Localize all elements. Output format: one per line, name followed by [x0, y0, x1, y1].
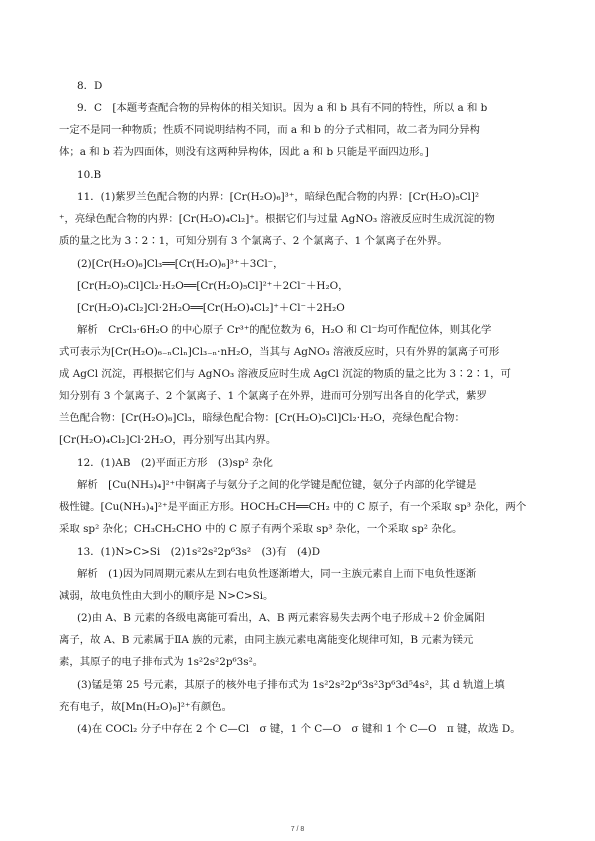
- analysis-13-part-2: (2)由 A、B 元素的各级电离能可看出，A、B 两元素容易失去两个电子形成＋2 价金属阳: [77, 612, 485, 624]
- answer-11-line-2: ⁺，亮绿色配合物的内界：[Cr(H₂O)₄Cl₂]⁺。根据它们与过量 AgNO₃ 溶液反应时生成沉淀的物: [59, 213, 495, 225]
- analysis-12: 解析 [Cu(NH₃)₄]²⁺中铜离子与氨分子之间的化学键是配位键，氨分子内部的化学键是: [77, 479, 477, 491]
- answer-11: 11．(1)紫罗兰色配合物的内界：[Cr(H₂O)₆]³⁺，暗绿色配合物的内界：[Cr(H₂O)₅Cl]²: [77, 191, 480, 203]
- analysis-11-line-6: [Cr(H₂O)₄Cl₂]Cl·2H₂O，再分别写出其内界。: [59, 434, 277, 446]
- analysis-11-line-4: 知分别有 3 个氯离子、2 个氯离子、1 个氯离子在外界，进而可分别写出各自的化学式，紫罗: [59, 390, 487, 402]
- answer-10: 10.B: [77, 169, 102, 181]
- answer-13: 13．(1)N>C>Si (2)1s²2s²2p⁶3s² (3)有 (4)D: [77, 546, 321, 558]
- analysis-13-part-2-line-3: 素，其原子的电子排布式为 1s²2s²2p⁶3s²。: [59, 656, 264, 668]
- answer-12: 12．(1)AB (2)平面正方形 (3)sp² 杂化: [77, 457, 273, 469]
- analysis-13: 解析 (1)因为同周期元素从左到右电负性逐渐增大，同一主族元素自上而下电负性逐渐: [77, 568, 477, 580]
- answer-9-line-3: 体；a 和 b 若为四面体，则没有这两种异构体，因此 a 和 b 只能是平面四边形。]: [59, 146, 429, 158]
- analysis-13-part-4: (4)在 COCl₂ 分子中存在 2 个 C—Cl σ 键，1 个 C—O σ 键和 1 个 C—O π 键，故选 D。: [77, 723, 521, 735]
- answer-9-line-2: 一定不是同一种物质；性质不同说明结构不同，而 a 和 b 的分子式相同，故二者为同分异构: [59, 124, 480, 136]
- equation-3: [Cr(H₂O)₄Cl₂]Cl·2H₂O══[Cr(H₂O)₄Cl₂]⁺＋Cl⁻＋2H₂O: [77, 302, 345, 314]
- analysis-13-part-3-line-2: 充有电子，故[Mn(H₂O)₆]²⁺有颜色。: [59, 701, 233, 713]
- answer-8: 8．D: [77, 80, 103, 92]
- equation-2: [Cr(H₂O)₅Cl]Cl₂·H₂O══[Cr(H₂O)₅Cl]²⁺＋2Cl⁻＋H₂O，: [77, 280, 349, 292]
- analysis-12-line-2: 极性键。[Cu(NH₃)₄]²⁺是平面正方形。HOCH₂CH══CH₂ 中的 C 原子，有一个采取 sp³ 杂化，两个: [59, 501, 527, 513]
- answer-9: 9．C [本题考查配合物的异构体的相关知识。因为 a 和 b 具有不同的特性，所以 a 和 b: [77, 102, 488, 114]
- equation-1: (2)[Cr(H₂O)₆]Cl₃══[Cr(H₂O)₆]³⁺＋3Cl⁻，: [77, 258, 284, 270]
- analysis-11-line-2: 式可表示为[Cr(H₂O)₆₋ₙClₙ]Cl₃₋ₙ·nH₂O，当其与 AgNO₃ 溶液反应时，只有外界的氯离子可形: [59, 346, 500, 358]
- analysis-12-line-3: 采取 sp² 杂化；CH₃CH₂CHO 中的 C 原子有两个采取 sp³ 杂化，一个采取 sp² 杂化。: [59, 523, 463, 535]
- analysis-11-line-3: 成 AgCl 沉淀，再根据它们与 AgNO₃ 溶液反应时生成 AgCl 沉淀的物质的量之比为 3∶2∶1，可: [59, 368, 511, 380]
- analysis-13-part-2-line-2: 离子，故 A、B 元素属于ⅡA 族的元素，由同主族元素电离能变化规律可知，B 元素为镁元: [59, 634, 474, 646]
- analysis-13-part-3: (3)锰是第 25 号元素，其原子的核外电子排布式为 1s²2s²2p⁶3s²3p⁶3d⁵4s²，其 d 轨道上填: [77, 679, 505, 691]
- analysis-13-line-2: 减弱，故电负性由大到小的顺序是 N>C>Si。: [59, 590, 274, 602]
- analysis-11: 解析 CrCl₃·6H₂O 的中心原子 Cr³⁺的配位数为 6，H₂O 和 Cl⁻均可作配位体，则其化学: [77, 324, 492, 336]
- answer-11-line-3: 质的量之比为 3∶2∶1，可知分别有 3 个氯离子、2 个氯离子、1 个氯离子在外界。: [59, 235, 448, 247]
- analysis-11-line-5: 兰色配合物：[Cr(H₂O)₆]Cl₃，暗绿色配合物：[Cr(H₂O)₅Cl]Cl₂·H₂O，亮绿色配合物：: [59, 412, 465, 424]
- page-number: 7 / 8: [290, 826, 305, 833]
